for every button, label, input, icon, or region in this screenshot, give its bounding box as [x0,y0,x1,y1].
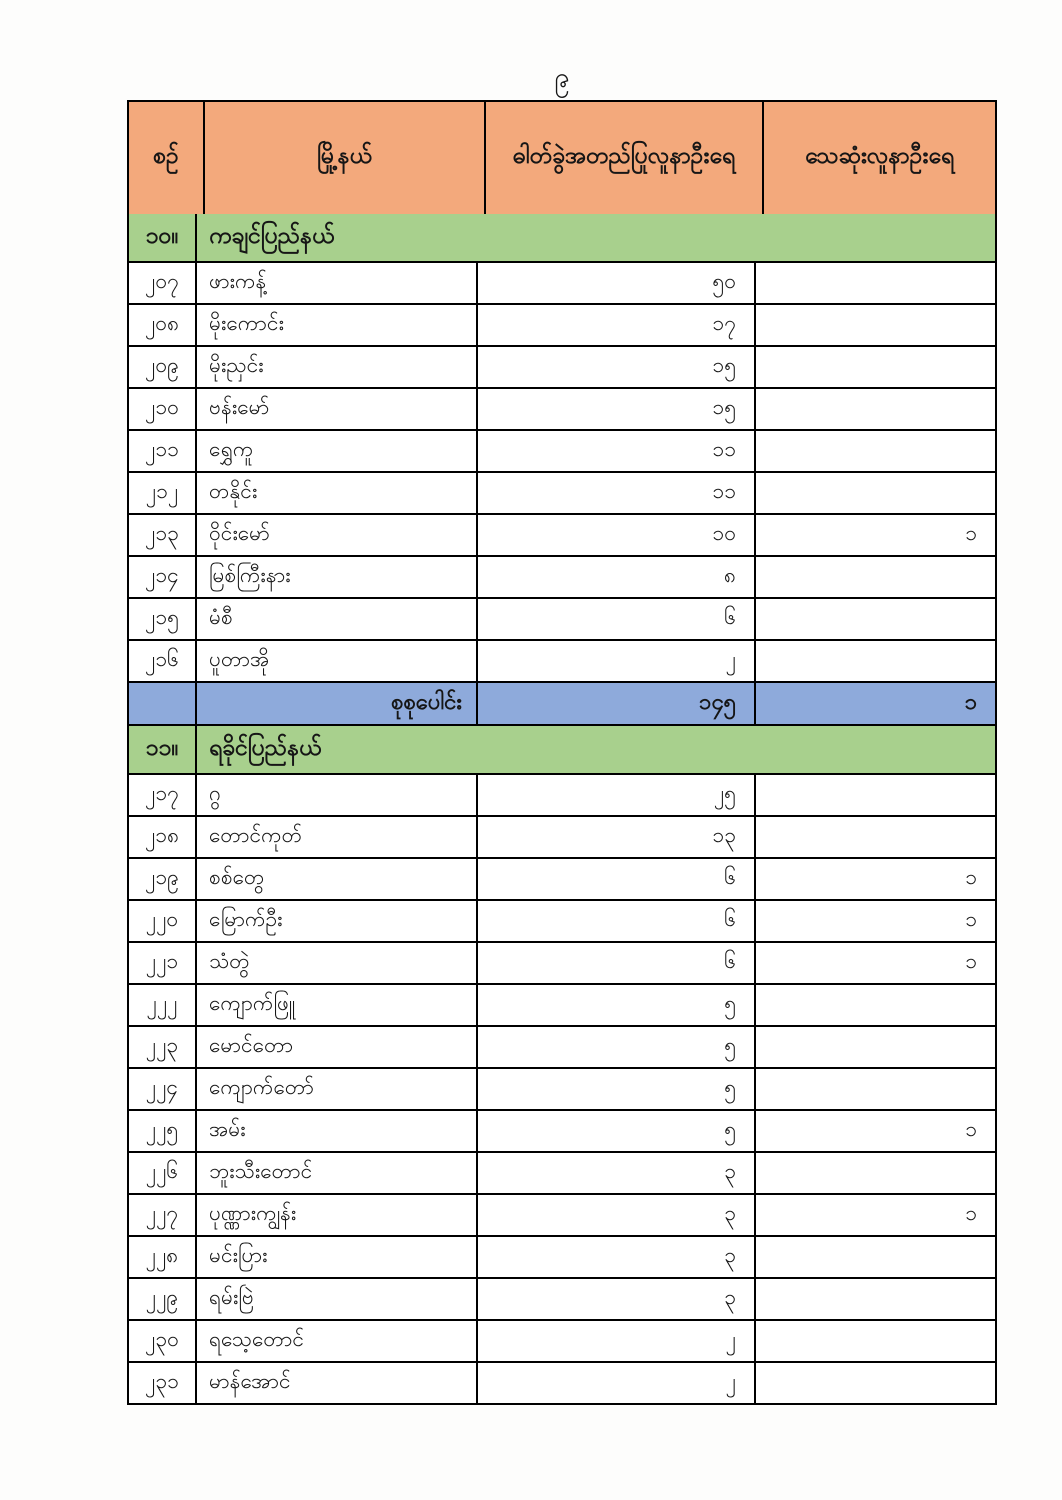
serial-cell: ၂၃၁ [145,1369,179,1393]
confirmed-cell: ၁၁ [476,473,754,513]
township-cell: မိုးကောင်း [195,305,476,345]
confirmed-cell: ၅ [476,985,754,1025]
confirmed-cell: ၃ [476,1237,754,1277]
deaths-cell [754,305,995,345]
township-cell: မြောက်ဦး [195,901,476,941]
township-row [129,1277,995,1319]
confirmed-cell: ၁၅ [476,347,754,387]
confirmed-cell: ၆ [476,599,754,639]
deaths-cell [754,389,995,429]
deaths-cell [754,1321,995,1361]
deaths-cell: ၁ [754,943,995,983]
serial-cell: ၂၂၇ [145,1201,179,1225]
deaths-cell [754,641,995,681]
deaths-cell: ၁ [754,901,995,941]
deaths-cell: ၁ [754,1195,995,1235]
township-row [129,899,995,941]
section-name: ရခိုင်ပြည်နယ် [195,726,995,773]
total-deaths-cell: ၁ [754,683,995,724]
confirmed-cell: ၁၃ [476,817,754,857]
confirmed-cell: ၁၇ [476,305,754,345]
confirmed-cell: ၅ [476,1027,754,1067]
deaths-cell [754,599,995,639]
township-cell: ဖားကန့် [195,263,476,303]
serial-cell: ၂၂၁ [145,949,179,973]
state-section-row [129,724,995,773]
township-cell: တနိုင်း [195,473,476,513]
deaths-cell: ၁ [754,859,995,899]
deaths-cell [754,985,995,1025]
township-cell: ဘူးသီးတောင် [195,1153,476,1193]
serial-cell: ၂၂၂ [146,991,178,1015]
serial-cell: ၂၁၇ [145,781,179,805]
header-deaths: သေဆုံးလူနာဦးရေ [762,102,995,214]
township-cell: သံတွဲ [195,943,476,983]
township-row [129,429,995,471]
deaths-cell [754,1153,995,1193]
serial-cell: ၂၁၂ [145,479,179,503]
total-label-cell: စုစုပေါင်း [195,683,476,724]
township-row [129,1109,995,1151]
township-row [129,597,995,639]
serial-cell: ၂၁၁ [145,437,179,461]
serial-cell: ၂၁၃ [145,521,179,545]
total-confirmed-cell: ၁၄၅ [476,683,754,724]
township-cell: တောင်ကုတ် [195,817,476,857]
township-cell: ကျောက်တော် [195,1069,476,1109]
confirmed-cell: ၂ [476,641,754,681]
township-row [129,1235,995,1277]
township-cell: ရွှေကူ [195,431,476,471]
township-row [129,857,995,899]
deaths-cell [754,817,995,857]
serial-cell: ၂၃၀ [145,1327,179,1351]
serial-cell: ၂၁၉ [145,865,179,889]
township-row [129,1319,995,1361]
confirmed-cell: ၂ [476,1363,754,1403]
township-row [129,1193,995,1235]
confirmed-cell: ၅၀ [476,263,754,303]
township-row [129,1025,995,1067]
township-cell: မြစ်ကြီးနား [195,557,476,597]
deaths-cell [754,1069,995,1109]
township-row [129,513,995,555]
deaths-cell [754,347,995,387]
serial-cell: ၂၀၈ [144,311,180,335]
township-cell: ဝိုင်းမော် [195,515,476,555]
confirmed-cell: ၃ [476,1279,754,1319]
serial-cell: ၂၂၃ [145,1033,179,1057]
deaths-cell [754,1279,995,1319]
deaths-cell [754,1363,995,1403]
township-row [129,261,995,303]
township-cell: ရမ်းဗြဲ [195,1279,476,1319]
township-row [129,1361,995,1403]
township-cell: မာန်အောင် [195,1363,476,1403]
confirmed-cell: ၂ [476,1321,754,1361]
township-cell: ကျောက်ဖြူ [195,985,476,1025]
township-cell: ဗန်းမော် [195,389,476,429]
township-row [129,983,995,1025]
confirmed-cell: ၆ [476,901,754,941]
township-cell: မင်းပြား [195,1237,476,1277]
deaths-cell [754,775,995,815]
confirmed-cell: ၃ [476,1153,754,1193]
deaths-cell: ၁ [754,1111,995,1151]
serial-cell: ၂၁၈ [144,823,180,847]
page-number: ၉ [554,62,570,92]
serial-cell: ၂၁၆ [145,647,179,671]
township-cell: အမ်း [195,1111,476,1151]
deaths-cell [754,431,995,471]
covid-township-table [127,100,997,1405]
serial-cell: ၂၂၉ [145,1285,179,1309]
serial-cell: ၂၁၀ [145,395,179,419]
township-cell: ပုဏ္ဏားကျွန်း [195,1195,476,1235]
township-cell: မံစီ [195,599,476,639]
township-cell: မောင်တော [195,1027,476,1067]
township-row [129,387,995,429]
deaths-cell: ၁ [754,515,995,555]
township-row [129,303,995,345]
township-row [129,471,995,513]
state-section-row [129,214,995,261]
confirmed-cell: ၆ [476,859,754,899]
serial-cell: ၂၂၅ [145,1117,179,1141]
township-cell: မိုးညှင်း [195,347,476,387]
township-row [129,941,995,983]
header-confirmed: ဓါတ်ခွဲအတည်ပြုလူနာဦးရေ [484,102,762,214]
confirmed-cell: ၅ [476,1111,754,1151]
section-number: ၁၀။ [145,221,179,248]
deaths-cell [754,1237,995,1277]
township-row [129,555,995,597]
deaths-cell [754,557,995,597]
serial-cell: ၂၂၆ [145,1159,179,1183]
township-cell: ပူတာအို [195,641,476,681]
serial-cell: ၂၀၇ [145,269,179,293]
deaths-cell [754,263,995,303]
section-number: ၁၁။ [145,733,179,760]
confirmed-cell: ၂၅ [476,775,754,815]
serial-cell: ၂၂၄ [145,1075,179,1099]
township-row [129,1067,995,1109]
serial-cell: ၂၂၈ [145,1243,179,1267]
serial-cell: ၂၁၄ [145,563,179,587]
deaths-cell [754,1027,995,1067]
township-row [129,639,995,681]
confirmed-cell: ၁၅ [476,389,754,429]
township-cell: ဂွ [195,775,476,815]
confirmed-cell: ၈ [476,557,754,597]
table-body [129,214,995,1403]
total-serial-cell [129,683,195,724]
table-header-row [129,102,995,214]
township-cell: ရသေ့တောင် [195,1321,476,1361]
deaths-cell [754,473,995,513]
confirmed-cell: ၁၀ [476,515,754,555]
state-total-row [129,681,995,724]
confirmed-cell: ၆ [476,943,754,983]
header-serial: စဉ် [153,142,179,168]
serial-cell: ၂၂၀ [145,907,179,931]
township-row [129,815,995,857]
header-township: မြို့နယ် [203,102,484,214]
township-row [129,345,995,387]
section-name: ကချင်ပြည်နယ် [195,214,995,261]
serial-cell: ၂၀၉ [145,353,179,377]
township-cell: စစ်တွေ [195,859,476,899]
township-row [129,773,995,815]
township-row [129,1151,995,1193]
confirmed-cell: ၅ [476,1069,754,1109]
confirmed-cell: ၁၁ [476,431,754,471]
serial-cell: ၂၁၅ [145,605,179,629]
confirmed-cell: ၃ [476,1195,754,1235]
